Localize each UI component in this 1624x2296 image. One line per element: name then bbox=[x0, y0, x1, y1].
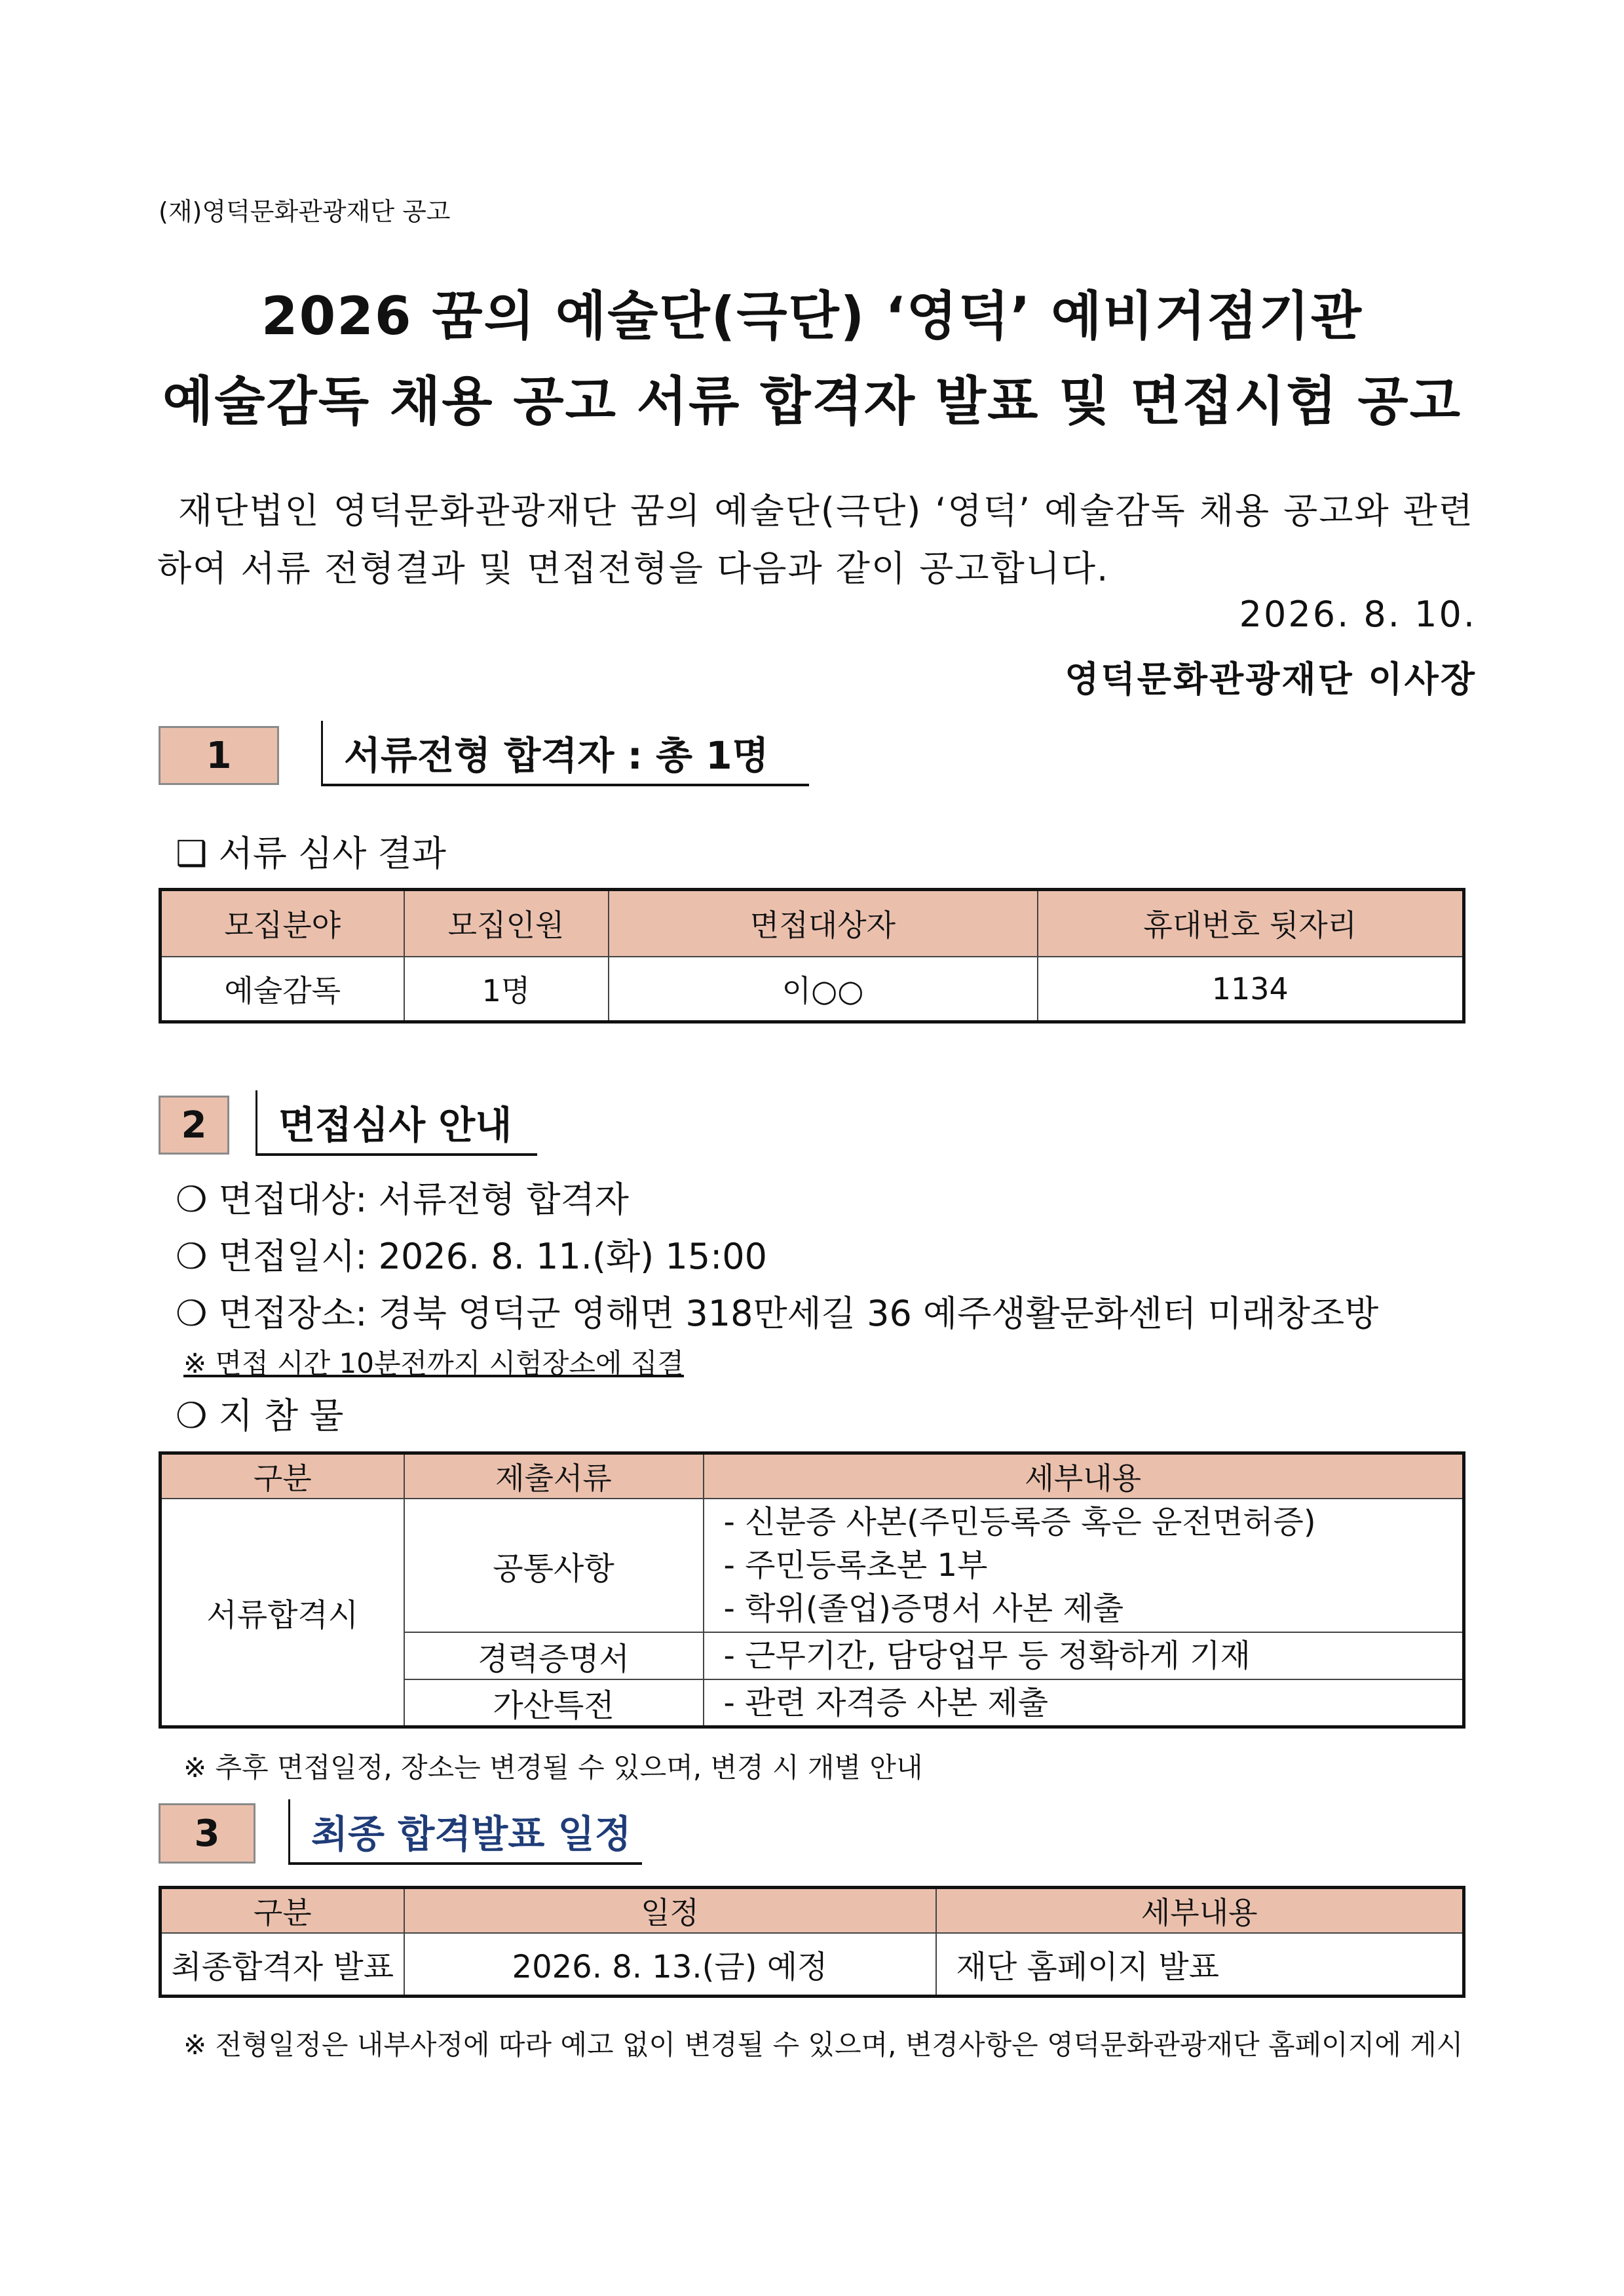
section2-title: 면접심사 안내 bbox=[255, 1090, 537, 1156]
table-cell: 재단 홈페이지 발표 bbox=[936, 1933, 1464, 1996]
intro-line1: 재단법인 영덕문화관광재단 꿈의 예술단(극단) ‘영덕’ 예술감독 채용 공고와 관련 bbox=[178, 490, 1474, 531]
section1-title: 서류전형 합격자 : 총 1명 bbox=[321, 721, 809, 786]
col-header: 세부내용 bbox=[704, 1453, 1464, 1499]
section3-title: 최종 합격발표 일정 bbox=[288, 1799, 642, 1865]
table-cell: 2026. 8. 13.(금) 예정 bbox=[404, 1933, 936, 1996]
announcement-date: 2026. 8. 10. bbox=[1239, 594, 1477, 635]
documents-table bbox=[159, 1451, 1465, 1729]
category-cell: 서류합격시 bbox=[161, 1499, 404, 1727]
col-header: 구분 bbox=[161, 1453, 404, 1499]
col-header: 모집인원 bbox=[404, 890, 609, 957]
final-note: ※ 전형일정은 내부사정에 따라 예고 없이 변경될 수 있으며, 변경사항은 영덕문화관광재단 홈페이지에 게시 bbox=[183, 2029, 1463, 2061]
doc-cell: 공통사항 bbox=[404, 1499, 704, 1632]
document-title-line1: 2026 꿈의 예술단(극단) ‘영덕’ 예비거점기관 bbox=[261, 286, 1363, 347]
detail-line: - 근무기간, 담당업무 등 정확하게 기재 bbox=[723, 1637, 1251, 1674]
col-header: 모집분야 bbox=[161, 890, 404, 957]
detail-line: - 관련 자격증 사본 제출 bbox=[723, 1684, 1049, 1721]
col-header: 구분 bbox=[161, 1888, 404, 1934]
col-header: 제출서류 bbox=[404, 1453, 704, 1499]
table-row bbox=[161, 957, 1464, 1022]
table-header-row bbox=[161, 1888, 1464, 1934]
table-cell: 예술감독 bbox=[161, 957, 404, 1022]
table-header-row bbox=[161, 1453, 1464, 1499]
table-cell: 1134 bbox=[1038, 957, 1464, 1022]
interview-datetime: ❍ 면접일시: 2026. 8. 11.(화) 15:00 bbox=[176, 1236, 767, 1277]
signer: 영덕문화관광재단 이사장 bbox=[1065, 659, 1477, 700]
table-header-row bbox=[161, 890, 1464, 957]
assembly-note: ※ 면접 시간 10분전까지 시험장소에 집결 bbox=[183, 1347, 684, 1379]
table-row bbox=[161, 1499, 1464, 1632]
detail-line: - 주민등록초본 1부 bbox=[723, 1547, 988, 1584]
final-announcement-table bbox=[159, 1886, 1465, 1998]
col-header: 면접대상자 bbox=[609, 890, 1038, 957]
doc-cell: 가산특전 bbox=[404, 1679, 704, 1727]
intro-line2: 하여 서류 전형결과 및 면접전형을 다음과 같이 공고합니다. bbox=[157, 548, 1110, 589]
items-to-bring-heading: ❍ 지 참 물 bbox=[176, 1395, 344, 1436]
col-header: 세부내용 bbox=[936, 1888, 1464, 1934]
detail-line: - 학위(졸업)증명서 사본 제출 bbox=[723, 1590, 1124, 1627]
table-cell: 1명 bbox=[404, 957, 609, 1022]
table-cell: 최종합격자 발표 bbox=[161, 1933, 404, 1996]
section1-subhead: ❑ 서류 심사 결과 bbox=[176, 833, 446, 874]
table-cell: 이○○ bbox=[609, 957, 1038, 1022]
col-header: 일정 bbox=[404, 1888, 936, 1934]
section2-number: 2 bbox=[159, 1096, 229, 1155]
detail-line: - 신분증 사본(주민등록증 혹은 운전면허증) bbox=[723, 1504, 1316, 1540]
document-title-line2: 예술감독 채용 공고 서류 합격자 발표 및 면접시험 공고 bbox=[162, 371, 1462, 432]
section3-number: 3 bbox=[159, 1803, 255, 1864]
col-header: 휴대번호 뒷자리 bbox=[1038, 890, 1464, 957]
doc-cell: 경력증명서 bbox=[404, 1632, 704, 1679]
detail-cell bbox=[704, 1679, 1464, 1727]
interview-location: ❍ 면접장소: 경북 영덕군 영해면 318만세길 36 예주생활문화센터 미래창조방 bbox=[176, 1293, 1379, 1334]
detail-cell bbox=[704, 1499, 1464, 1632]
section1-number: 1 bbox=[159, 726, 279, 785]
interview-target: ❍ 면접대상: 서류전형 합격자 bbox=[176, 1179, 629, 1220]
detail-cell bbox=[704, 1632, 1464, 1679]
schedule-change-note: ※ 추후 면접일정, 장소는 변경될 수 있으며, 변경 시 개별 안내 bbox=[183, 1751, 923, 1784]
screening-result-table bbox=[159, 888, 1465, 1024]
table-row bbox=[161, 1933, 1464, 1996]
org-notice: (재)영덕문화관광재단 공고 bbox=[159, 197, 451, 226]
